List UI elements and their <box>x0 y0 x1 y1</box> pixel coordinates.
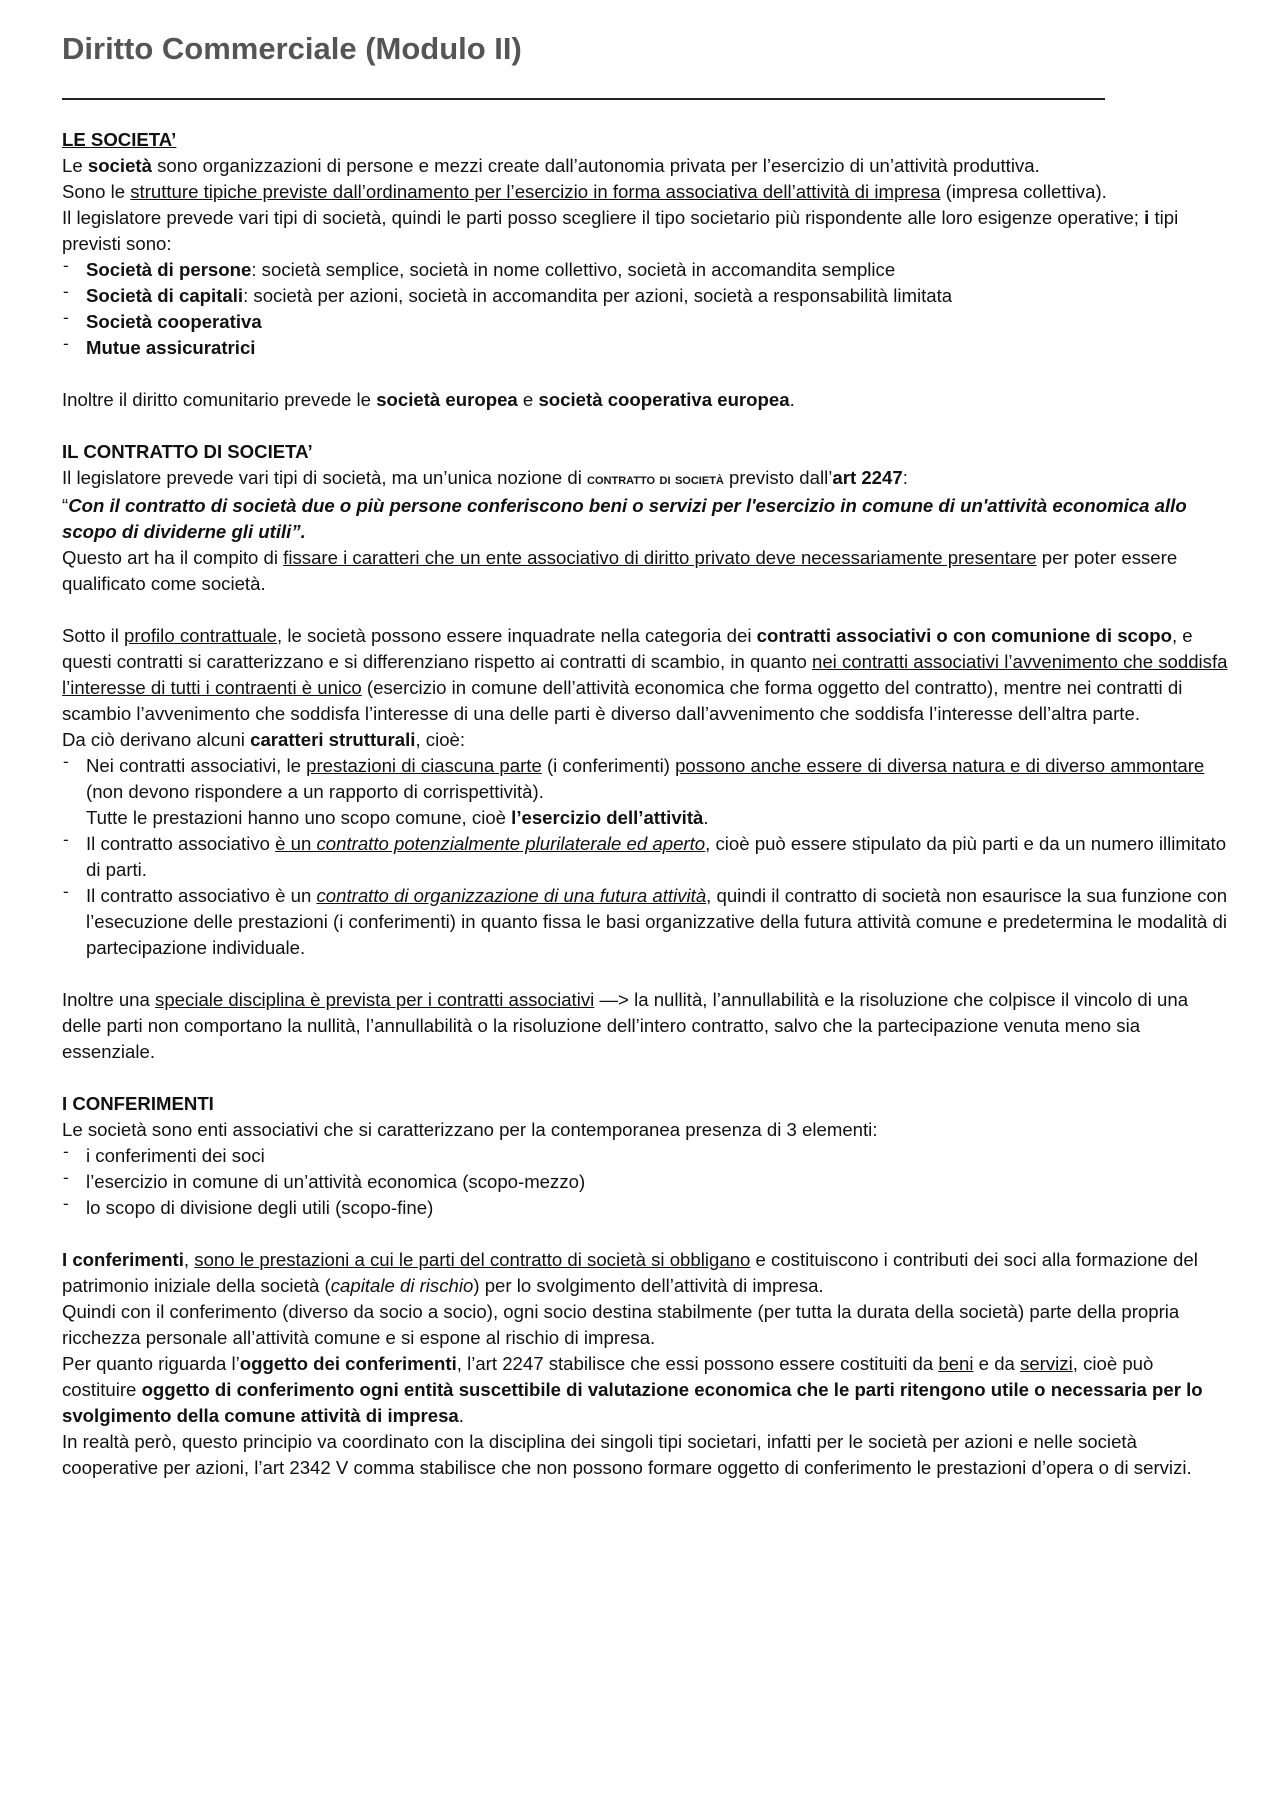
paragraph: Sono le strutture tipiche previste dall’ordinamento per l’esercizio in forma associativa dell’attività di impresa (impresa collettiva). <box>62 181 1107 202</box>
paragraph: Quindi con il conferimento (diverso da socio a socio), ogni socio destina stabilmente (per tutta la durata della società) parte della propria ricchezza personale all’attività comune e si espone al rischio di impresa. <box>62 1301 1180 1348</box>
section-heading-contratto: IL CONTRATTO DI SOCIETA’ <box>62 441 313 462</box>
list-elementi <box>62 1143 1232 1221</box>
list-caratteri-strutturali <box>62 753 1232 961</box>
paragraph: Questo art ha il compito di fissare i caratteri che un ente associativo di diritto privato deve necessariamente presentare per poter essere qualificato come società. <box>62 547 1178 594</box>
paragraph: Le società sono enti associativi che si caratterizzano per la contemporanea presenza di 3 elementi: <box>62 1119 878 1140</box>
paragraph: Da ciò derivano alcuni caratteri strutturali, cioè: <box>62 729 466 750</box>
paragraph: In realtà però, questo principio va coordinato con la disciplina dei singoli tipi societari, infatti per le società per azioni e nelle società cooperative per azioni, l’art 2342 V comma stabilisce che non possono formare oggetto di conferimento le prestazioni d’opera o di servizi. <box>62 1431 1192 1478</box>
paragraph: Inoltre una speciale disciplina è prevista per i contratti associativi —> la nullità, l’annullabilità e la risoluzione che colpisce il vincolo di una delle parti non comportano la nullità, l’annullabilità o la risoluzione dell’intero contratto, salvo che la partecipazione venuta meno sia essenziale. <box>62 989 1189 1062</box>
document-body <box>62 127 1232 1481</box>
paragraph: Per quanto riguarda l’oggetto dei conferimenti, l’art 2247 stabilisce che essi possono essere costituiti da beni e da servizi, cioè può costituire oggetto di conferimento ogni entità suscettibile di valutazione economica che le parti ritengono utile o necessaria per lo svolgimento della comune attività di impresa. <box>62 1353 1203 1426</box>
list-item: - Nei contratti associativi, le prestazioni di ciascuna parte (i conferimenti) possono anche essere di diversa natura e di diverso ammontare (non devono rispondere a un rapporto di corrispettività). Tutte le prestazioni hanno uno scopo comune, cioè l’esercizio dell’attività. <box>62 753 1232 831</box>
paragraph: Il legislatore prevede vari tipi di società, ma un’unica nozione di contratto di società previsto dall’art 2247: <box>62 467 908 488</box>
title-divider <box>62 98 1105 100</box>
list-item: - Mutue assicuratrici <box>62 335 1232 361</box>
list-item: - Società cooperativa <box>62 309 1232 335</box>
list-item: - lo scopo di divisione degli utili (scopo-fine) <box>62 1195 1232 1221</box>
list-tipi-societa <box>62 257 1232 361</box>
list-item: - Il contratto associativo è un contratto potenzialmente plurilaterale ed aperto, cioè può essere stipulato da più parti e da un numero illimitato di parti. <box>62 831 1232 883</box>
paragraph: Il legislatore prevede vari tipi di società, quindi le parti posso scegliere il tipo societario più rispondente alle loro esigenze operative; i tipi previsti sono: <box>62 207 1179 254</box>
article-quote: “Con il contratto di società due o più persone conferiscono beni o servizi per l'esercizio in comune di un'attività economica allo scopo di dividerne gli utili”. <box>62 495 1187 542</box>
list-item: - Il contratto associativo è un contratto di organizzazione di una futura attività, quindi il contratto di società non esaurisce la sua funzione con l’esecuzione delle prestazioni (i conferimenti) in quanto fissa le basi organizzative della futura attività comune e predetermina le modalità di partecipazione individuale. <box>62 883 1232 961</box>
list-item: - i conferimenti dei soci <box>62 1143 1232 1169</box>
paragraph: Sotto il profilo contrattuale, le società possono essere inquadrate nella categoria dei contratti associativi o con comunione di scopo, e questi contratti si caratterizzano e si differenziano rispetto ai contratti di scambio, in quanto nei contratti associativi l’avvenimento che soddisfa l’interesse di tutti i contraenti è unico (esercizio in comune dell’attività economica che forma oggetto del contratto), mentre nei contratti di scambio l’avvenimento che soddisfa l’interesse di una delle parti è diverso dall’avvenimento che soddisfa l’interesse dell’altra parte. <box>62 625 1228 724</box>
list-item: - l’esercizio in comune di un’attività economica (scopo-mezzo) <box>62 1169 1232 1195</box>
list-item: - Società di capitali: società per azioni, società in accomandita per azioni, società a responsabilità limitata <box>62 283 1232 309</box>
section-heading-conferimenti: I CONFERIMENTI <box>62 1093 214 1114</box>
paragraph: I conferimenti, sono le prestazioni a cui le parti del contratto di società si obbligano e costituiscono i contributi dei soci alla formazione del patrimonio iniziale della società (capitale di rischio) per lo svolgimento dell’attività di impresa. <box>62 1249 1198 1296</box>
list-item-continuation: Tutte le prestazioni hanno uno scopo comune, cioè l’esercizio dell’attività. <box>86 807 709 828</box>
section-heading-societa: LE SOCIETA’ <box>62 129 177 150</box>
list-item: - Società di persone: società semplice, società in nome collettivo, società in accomandita semplice <box>62 257 1232 283</box>
paragraph: Le società sono organizzazioni di persone e mezzi create dall’autonomia privata per l’esercizio di un’attività produttiva. <box>62 155 1040 176</box>
document-title: Diritto Commerciale (Modulo II) <box>62 31 522 66</box>
paragraph: Inoltre il diritto comunitario prevede le società europea e società cooperativa europea. <box>62 389 795 410</box>
